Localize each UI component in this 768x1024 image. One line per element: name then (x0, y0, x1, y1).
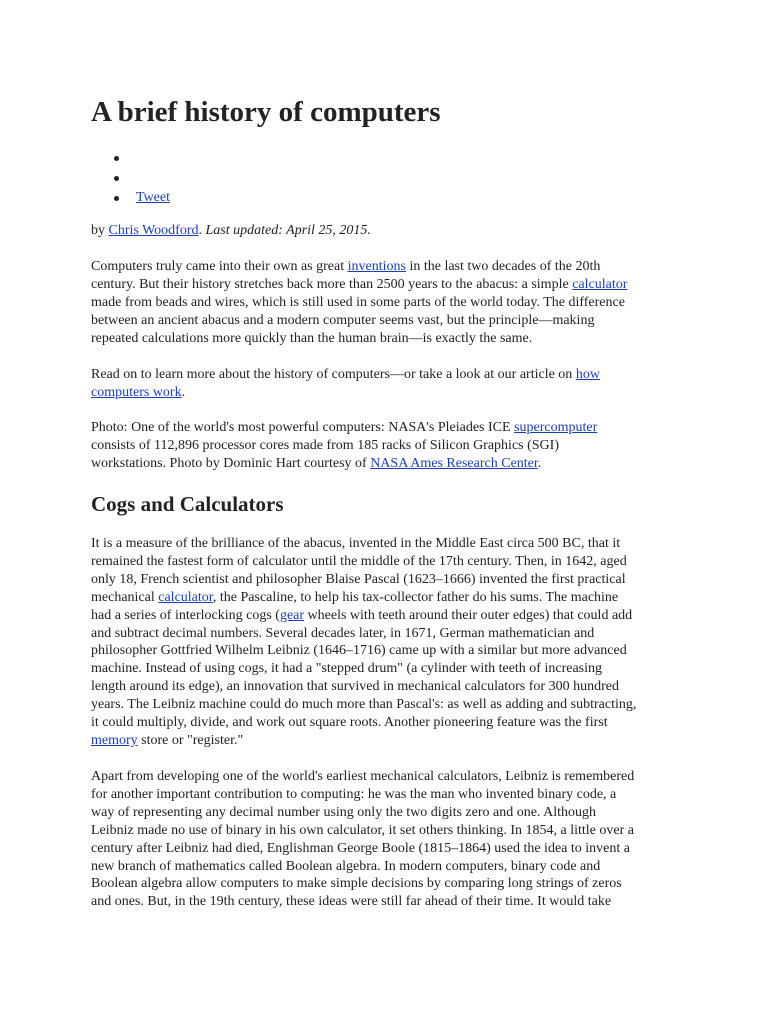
tweet-link[interactable]: Tweet (136, 190, 171, 205)
calculator-link[interactable]: calculator (572, 276, 628, 292)
intro-paragraph (91, 258, 681, 348)
inventions-link[interactable]: inventions (347, 259, 406, 274)
text: machine. Instead of using cogs, it had a "stepped drum" (a cylinder with teeth of increasing (91, 661, 602, 677)
text: mechanical (91, 589, 159, 605)
text: had a series of interlocking cogs ( (91, 607, 280, 623)
text: between an ancient abacus and a modern computer seems vast, but the principle—making (91, 312, 595, 328)
calculator-link-2[interactable]: calculator (158, 589, 213, 605)
text: years. The Leibniz machine could do much more than Pascal's: as well as adding and subtracting, (91, 697, 637, 713)
section-heading: Cogs and Calculators (91, 492, 284, 516)
page-title: A brief history of computers (91, 96, 441, 128)
text: Apart from developing one of the world's earliest mechanical calculators, Leibniz is remembered (91, 769, 635, 784)
text: Leibniz made no use of binary in his own calculator, it set others thinking. In 1854, a little over a (91, 822, 634, 838)
leibniz-paragraph (91, 768, 681, 911)
text: . (537, 455, 542, 471)
text: and subtract decimal numbers. Several decades later, in 1671, German mathematician and (91, 625, 595, 641)
text: workstations. Photo by Dominic Hart courtesy of (91, 455, 371, 471)
gear-link[interactable]: gear (279, 607, 305, 623)
text: store or "register." (137, 732, 244, 748)
text: for another important contribution to computing: he was the man who invented binary code, a (91, 786, 617, 802)
text: made from beads and wires, which is still used in some parts of the world today. The difference (91, 294, 625, 310)
text: consists of 112,896 processor cores made from 185 racks of Silicon Graphics (SGI) (91, 437, 559, 453)
text: remained the fastest form of calculator until the middle of the 17th century. Then, in 1642, aged (91, 553, 627, 569)
text: It is a measure of the brilliance of the abacus, invented in the Middle East circa 500 BC, that it (91, 536, 621, 551)
memory-link[interactable]: memory (91, 732, 138, 748)
text: new branch of mathematics called Boolean algebra. In modern computers, binary code and (91, 858, 601, 874)
text: repeated calculations more quickly than the human brain—is exactly the same. (91, 330, 533, 346)
how-computers-work-link[interactable]: how (575, 367, 600, 382)
text: wheels with teeth around their outer edges) that could add (304, 607, 633, 623)
text: Photo: One of the world's most powerful computers: NASA's Pleiades ICE (91, 420, 515, 435)
text: only 18, French scientist and philosopher Blaise Pascal (1623–1666) invented the first practical (91, 571, 626, 587)
share-links (91, 148, 170, 208)
byline-prefix: by (91, 223, 109, 238)
share-item-2[interactable] (91, 168, 170, 188)
text: length around its edge), an innovation that survived in mechanical calculators for 300 hundred (91, 679, 619, 695)
author-link[interactable]: Chris Woodford (108, 223, 199, 238)
read-on-paragraph (91, 366, 681, 402)
byline (91, 221, 371, 241)
text: way of representing any decimal number using only the two digits zero and one. Although (91, 804, 597, 820)
text: in the last two decades of the 20th (405, 259, 601, 274)
nasa-ames-link[interactable]: NASA Ames Research Center (370, 455, 538, 471)
text: century. But their history stretches back more than 2500 years to the abacus: a simple (91, 276, 573, 292)
text: century after Leibniz had died, Englishman George Boole (1815–1864) used the idea to invent a (91, 840, 630, 856)
text: and ones. But, in the 19th century, these ideas were still far ahead of their time. It would take (91, 894, 612, 910)
byline-separator: . (198, 223, 206, 238)
text: Read on to learn more about the history of computers—or take a look at our article on (91, 367, 576, 382)
share-item-1[interactable] (91, 148, 170, 168)
last-updated: Last updated: April 25, 2015. (205, 223, 371, 238)
share-item-tweet[interactable] (91, 188, 170, 208)
text: Computers truly came into their own as great (91, 259, 348, 274)
text: , the Pascaline, to help his tax-collector father do his sums. The machine (212, 589, 619, 605)
cogs-paragraph (91, 535, 681, 750)
photo-caption (91, 419, 681, 473)
text: Boolean algebra allow computers to make simple decisions by comparing long strings of zeros (91, 876, 622, 892)
how-computers-work-link-cont[interactable]: computers work (91, 384, 182, 400)
text: philosopher Gottfried Wilhelm Leibniz (1646–1716) came up with a similar but more advanced (91, 643, 627, 659)
supercomputer-link[interactable]: supercomputer (514, 420, 598, 435)
text: . (181, 384, 186, 400)
text: it could multiply, divide, and work out square roots. Another pioneering feature was the first (91, 715, 608, 731)
